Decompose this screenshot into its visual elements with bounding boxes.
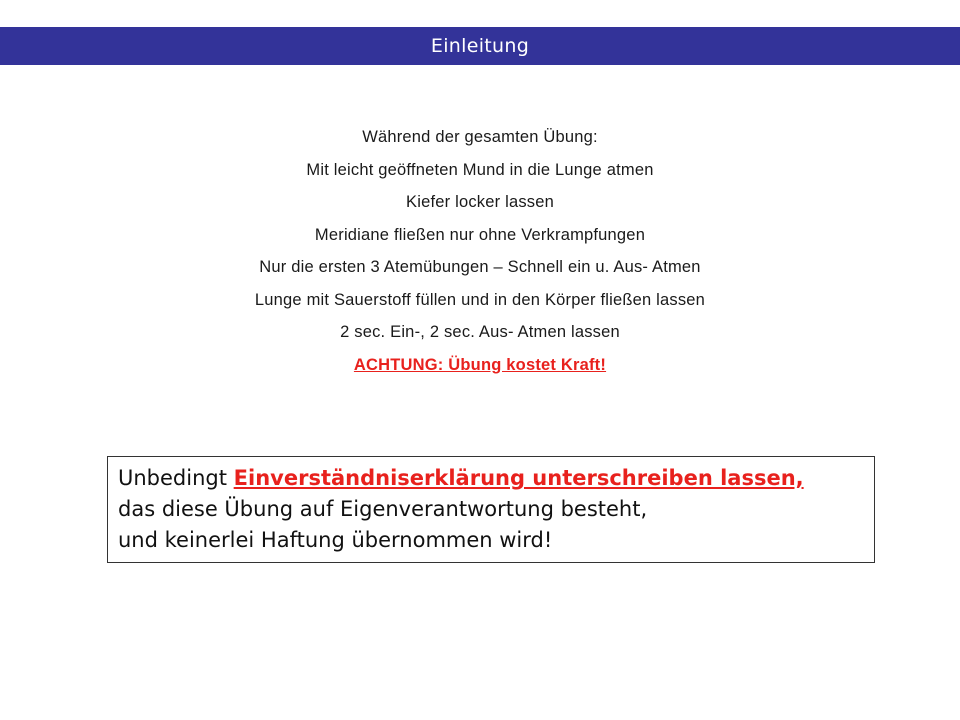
instruction-line: Lunge mit Sauerstoff füllen und in den Körper fließen lassen — [254, 290, 706, 309]
warning-line — [0, 352, 960, 385]
instruction-line: Während der gesamten Übung: — [362, 128, 598, 146]
notice-highlight: Einverständniserklärung unterschreiben lassen, — [233, 466, 804, 490]
notice-prefix: Unbedingt — [118, 466, 234, 490]
notice-line-1 — [118, 463, 874, 494]
instruction-line: 2 sec. Ein-, 2 sec. Aus- Atmen lassen — [340, 323, 620, 341]
instruction-line: Kiefer locker lassen — [406, 193, 554, 211]
notice-line-2: das diese Übung auf Eigenverantwortung besteht, — [118, 497, 648, 521]
instruction-list — [0, 124, 960, 384]
instruction-line: Nur die ersten 3 Atemübungen – Schnell ein u. Aus- Atmen — [259, 258, 701, 276]
notice-box — [107, 456, 875, 563]
instruction-line: Meridiane fließen nur ohne Verkrampfungen — [314, 225, 646, 244]
warning-text: ACHTUNG: Übung kostet Kraft! — [353, 355, 607, 374]
notice-line-3: und keinerlei Haftung übernommen wird! — [118, 528, 553, 552]
title-bar — [0, 27, 960, 65]
instruction-line: Mit leicht geöffneten Mund in die Lunge atmen — [306, 160, 654, 179]
slide-title: Einleitung — [430, 35, 530, 57]
